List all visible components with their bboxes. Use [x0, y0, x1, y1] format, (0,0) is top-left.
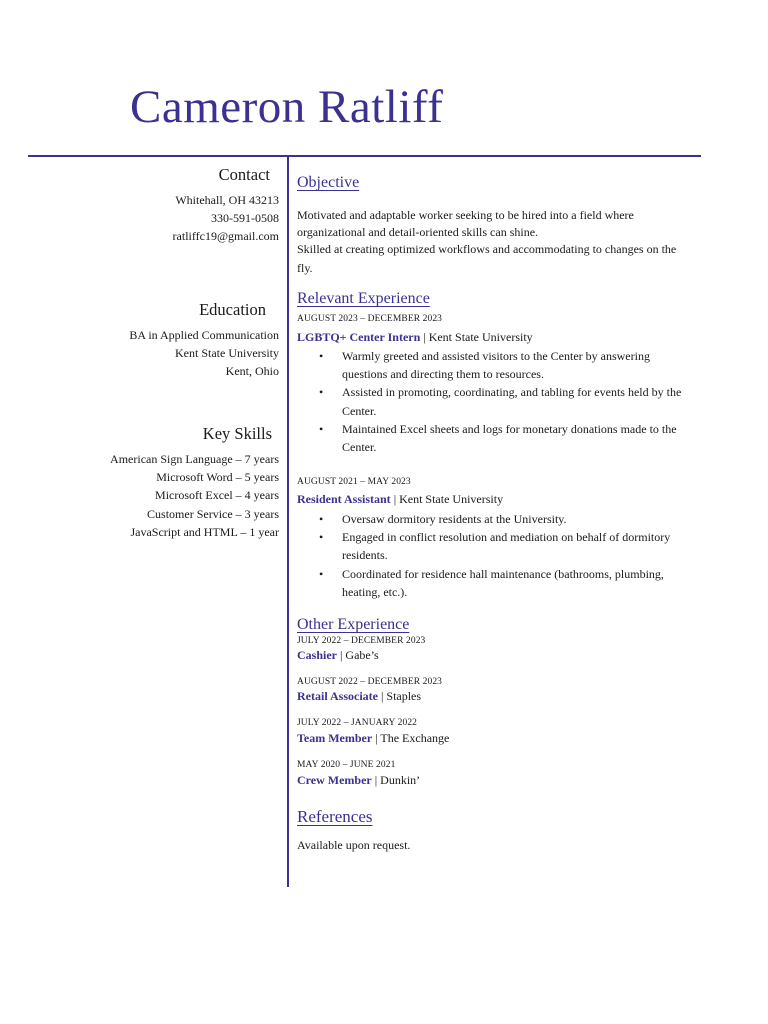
job-title-line [297, 689, 421, 704]
education-details [129, 326, 279, 381]
job-title-line [297, 731, 449, 746]
job-organization: The Exchange [380, 731, 450, 745]
job-dates: MAY 2020 – JUNE 2021 [297, 760, 396, 770]
job-dates: AUGUST 2021 – MAY 2023 [297, 477, 411, 487]
job-dates: AUGUST 2022 – DECEMBER 2023 [297, 677, 443, 687]
other-experience-heading: Other Experience [297, 616, 410, 633]
contact-heading: Contact [218, 165, 270, 184]
resume-name: Cameron Ratliff [130, 81, 444, 133]
education-heading: Education [199, 300, 266, 319]
objective-heading: Objective [297, 174, 360, 191]
job-bullets [316, 347, 691, 456]
education-school: Kent State University [175, 346, 279, 361]
education-section [199, 300, 279, 320]
skill-item: Customer Service – 3 years [147, 506, 279, 521]
skill-item: Microsoft Word – 5 years [156, 470, 279, 485]
job-organization: Gabe’s [345, 648, 379, 662]
job-role: Team Member [297, 731, 373, 745]
list-item: • Oversaw dormitory residents at the University. [316, 510, 691, 528]
job-dates: AUGUST 2023 – DECEMBER 2023 [297, 314, 443, 324]
contact-details [173, 191, 279, 246]
job-role: Cashier [297, 648, 337, 662]
job-title-line [297, 648, 379, 663]
contact-email: ratliffc19@gmail.com [172, 229, 279, 244]
skills-heading: Key Skills [202, 424, 272, 443]
job-bullets [316, 510, 691, 601]
job-separator: | [377, 689, 387, 703]
list-item: • Engaged in conflict resolution and mediation on behalf of dormitory residents. [316, 528, 691, 564]
skill-item: JavaScript and HTML – 1 year [130, 524, 279, 539]
job-organization: Kent State University [399, 492, 504, 506]
objective-line-2: Skilled at creating optimized workflows and accommodating to changes on the fly. [297, 242, 677, 275]
references-text: Available upon request. [297, 838, 411, 852]
list-item: • Coordinated for residence hall maintenance (bathrooms, plumbing, heating, etc.). [316, 565, 691, 601]
skills-list [110, 450, 279, 541]
job-separator: | [390, 492, 400, 506]
education-city: Kent, Ohio [225, 364, 279, 379]
skill-item: Microsoft Excel – 4 years [155, 488, 279, 503]
list-item: • Maintained Excel sheets and logs for monetary donations made to the Center. [316, 420, 691, 456]
job-organization: Staples [386, 689, 422, 703]
contact-location: Whitehall, OH 43213 [175, 193, 279, 207]
job-dates: JULY 2022 – DECEMBER 2023 [297, 636, 426, 646]
list-item: • Assisted in promoting, coordinating, and tabling for events held by the Center. [316, 383, 691, 419]
list-item: • Warmly greeted and assisted visitors to the Center by answering questions and directing them to resources. [316, 347, 691, 383]
contact-section [219, 165, 279, 185]
job-organization: Kent State University [428, 330, 533, 344]
job-separator: | [371, 773, 381, 787]
job-dates: JULY 2022 – JANUARY 2022 [297, 718, 418, 728]
job-role: Retail Associate [297, 689, 378, 703]
job-title-line [297, 330, 533, 345]
job-role: Resident Assistant [297, 492, 391, 506]
relevant-experience-heading: Relevant Experience [297, 290, 430, 307]
education-degree: BA in Applied Communication [129, 328, 279, 342]
job-role: LGBTQ+ Center Intern [297, 330, 421, 344]
job-separator: | [372, 731, 381, 745]
job-separator: | [420, 330, 429, 344]
job-role: Crew Member [297, 773, 372, 787]
skill-item: American Sign Language – 7 years [110, 452, 279, 466]
column-divider [287, 156, 289, 887]
job-separator: | [337, 648, 346, 662]
contact-phone: 330-591-0508 [211, 211, 279, 226]
header-divider [28, 155, 701, 157]
job-title-line [297, 773, 420, 788]
references-heading: References [297, 807, 373, 826]
skills-section [203, 424, 279, 444]
objective-line-1: Motivated and adaptable worker seeking to be hired into a field where organizational and detail-oriented skills can shine. [297, 208, 634, 239]
job-organization: Dunkin’ [380, 773, 421, 787]
job-title-line [297, 492, 503, 507]
